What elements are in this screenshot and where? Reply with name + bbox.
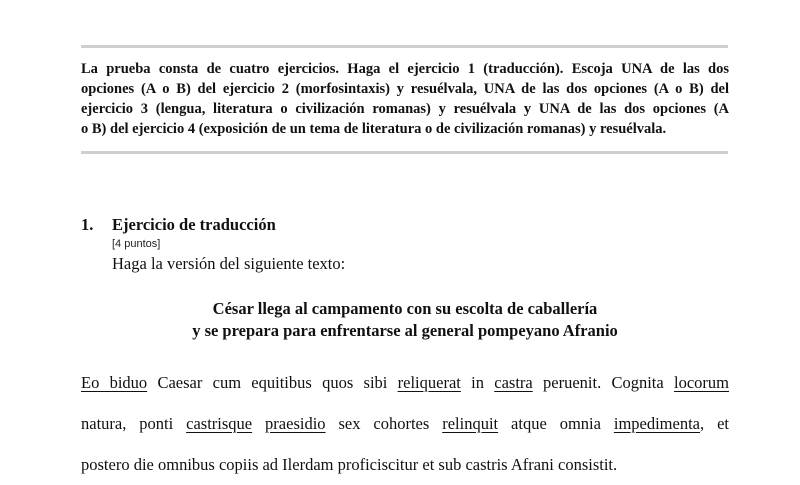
text-title-line-2: y se prepara para enfrentarse al general pompeyano Afranio <box>192 321 618 340</box>
latin-segment: Caesar cum equitibus quos sibi <box>147 373 398 392</box>
latin-line <box>81 444 729 485</box>
bottom-divider <box>81 151 728 154</box>
latin-segment: sex cohortes <box>325 414 443 433</box>
latin-segment: postero die omnibus copiis ad Ilerdam proficiscitur et sub castris Afrani consistit. <box>81 455 618 474</box>
instructions-line: ejercicio 3 (lengua, literatura o civilización romanas) y resuélvala y UNA de las dos opciones (A <box>81 101 729 117</box>
instructions-line: o B) del ejercicio 4 (exposición de un tema de literatura o de civilización romanas) y resuélvala. <box>81 121 667 137</box>
exercise-points: [4 puntos] <box>112 238 161 250</box>
exercise-instruction: Haga la versión del siguiente texto: <box>112 254 346 273</box>
latin-segment: natura, ponti <box>81 414 187 433</box>
latin-segment: atque omnia <box>498 414 614 433</box>
latin-segment: in <box>460 373 495 392</box>
underlined-word: impedimenta <box>613 414 701 433</box>
underlined-word: castrisque <box>186 414 253 433</box>
exercise-number: 1. <box>81 215 94 234</box>
text-title <box>81 298 729 342</box>
latin-segment: peruenit. Cognita <box>532 373 674 392</box>
underlined-word: praesidio <box>265 414 326 433</box>
top-divider <box>81 45 728 48</box>
text-title-line-1: César llega al campamento con su escolta de caballería <box>212 299 598 318</box>
latin-segment <box>252 414 265 433</box>
underlined-word: relinquit <box>442 414 499 433</box>
underlined-word: Eo biduo <box>81 373 148 392</box>
latin-line <box>81 362 729 403</box>
underlined-word: castra <box>494 373 533 392</box>
latin-segment: , et <box>700 414 729 433</box>
latin-text <box>81 362 729 485</box>
exercise-title: Ejercicio de traducción <box>112 215 276 234</box>
latin-line <box>81 403 729 444</box>
exam-instructions <box>81 59 729 139</box>
instructions-line: opciones (A o B) del ejercicio 2 (morfosintaxis) y resuélvala, UNA de las dos opciones (A o B) del <box>81 81 729 97</box>
underlined-word: reliquerat <box>397 373 461 392</box>
instructions-line: La prueba consta de cuatro ejercicios. Haga el ejercicio 1 (traducción). Escoja UNA de las dos <box>81 61 729 77</box>
underlined-word: locorum <box>674 373 729 392</box>
